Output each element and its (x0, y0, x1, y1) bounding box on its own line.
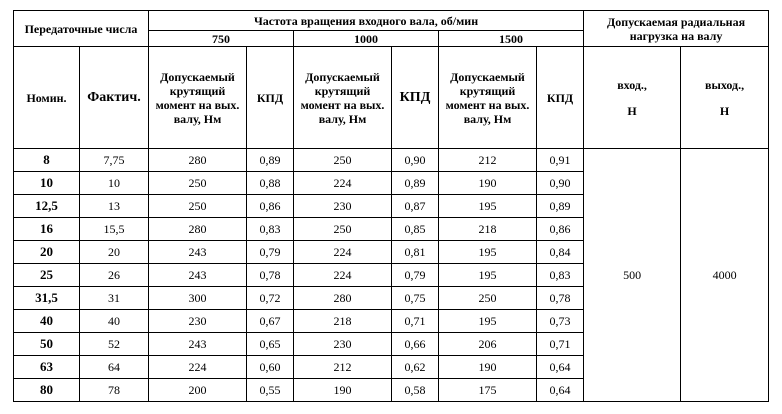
efficiency-1000-cell: 0,66 (392, 333, 439, 356)
header-rpm-750: 750 (149, 31, 294, 47)
torque-1500-cell: 206 (439, 333, 537, 356)
input-load-value: 500 (584, 149, 681, 402)
efficiency-1000-cell: 0,71 (392, 310, 439, 333)
torque-1000-cell: 212 (294, 356, 392, 379)
efficiency-1000-cell: 0,87 (392, 195, 439, 218)
torque-750-cell: 250 (149, 195, 247, 218)
efficiency-1000-cell: 0,62 (392, 356, 439, 379)
torque-1500-cell: 195 (439, 195, 537, 218)
torque-750-cell: 230 (149, 310, 247, 333)
efficiency-750-cell: 0,65 (247, 333, 294, 356)
torque-750-cell: 300 (149, 287, 247, 310)
torque-1000-cell: 250 (294, 149, 392, 172)
efficiency-1500-cell: 0,73 (537, 310, 584, 333)
header-nominal: Номин. (14, 47, 80, 149)
efficiency-1500-cell: 0,90 (537, 172, 584, 195)
header-efficiency-1000: КПД (392, 47, 439, 149)
torque-1000-cell: 190 (294, 379, 392, 402)
torque-750-cell: 224 (149, 356, 247, 379)
actual-ratio-cell: 40 (80, 310, 149, 333)
torque-1000-cell: 280 (294, 287, 392, 310)
torque-750-cell: 243 (149, 264, 247, 287)
torque-750-cell: 250 (149, 172, 247, 195)
header-torque-1000: Допускаемый крутящий момент на вых. валу, Нм (294, 47, 392, 149)
header-speed: Частота вращения входного вала, об/мин (149, 11, 584, 31)
torque-1000-cell: 218 (294, 310, 392, 333)
nominal-ratio-cell: 8 (14, 149, 80, 172)
efficiency-1500-cell: 0,64 (537, 356, 584, 379)
torque-750-cell: 200 (149, 379, 247, 402)
torque-1500-cell: 195 (439, 310, 537, 333)
header-rpm-1500: 1500 (439, 31, 584, 47)
actual-ratio-cell: 26 (80, 264, 149, 287)
efficiency-1500-cell: 0,84 (537, 241, 584, 264)
actual-ratio-cell: 31 (80, 287, 149, 310)
actual-ratio-cell: 20 (80, 241, 149, 264)
nominal-ratio-cell: 25 (14, 264, 80, 287)
header-torque-1500: Допускаемый крутящий момент на вых. валу, Нм (439, 47, 537, 149)
efficiency-1000-cell: 0,90 (392, 149, 439, 172)
efficiency-750-cell: 0,88 (247, 172, 294, 195)
efficiency-1500-cell: 0,78 (537, 287, 584, 310)
torque-1500-cell: 175 (439, 379, 537, 402)
header-output-label: выход., (705, 77, 745, 92)
efficiency-1500-cell: 0,86 (537, 218, 584, 241)
actual-ratio-cell: 78 (80, 379, 149, 402)
torque-750-cell: 280 (149, 218, 247, 241)
actual-ratio-cell: 10 (80, 172, 149, 195)
efficiency-1500-cell: 0,71 (537, 333, 584, 356)
header-torque-750: Допускаемый крутящий момент на вых. валу, Нм (149, 47, 247, 149)
efficiency-750-cell: 0,83 (247, 218, 294, 241)
header-ratios: Передаточные числа (14, 11, 149, 47)
nominal-ratio-cell: 16 (14, 218, 80, 241)
torque-1500-cell: 190 (439, 356, 537, 379)
header-input-unit: Н (627, 103, 637, 118)
torque-1000-cell: 224 (294, 241, 392, 264)
torque-1500-cell: 250 (439, 287, 537, 310)
torque-1000-cell: 230 (294, 195, 392, 218)
torque-1500-cell: 218 (439, 218, 537, 241)
efficiency-750-cell: 0,89 (247, 149, 294, 172)
efficiency-1000-cell: 0,79 (392, 264, 439, 287)
header-input-load (584, 47, 681, 149)
header-efficiency-1500: КПД (537, 47, 584, 149)
table-row (14, 149, 769, 172)
torque-1500-cell: 212 (439, 149, 537, 172)
efficiency-1000-cell: 0,89 (392, 172, 439, 195)
actual-ratio-cell: 64 (80, 356, 149, 379)
efficiency-1000-cell: 0,81 (392, 241, 439, 264)
efficiency-1000-cell: 0,58 (392, 379, 439, 402)
efficiency-1500-cell: 0,83 (537, 264, 584, 287)
actual-ratio-cell: 7,75 (80, 149, 149, 172)
nominal-ratio-cell: 40 (14, 310, 80, 333)
header-output-unit: Н (719, 103, 730, 118)
efficiency-750-cell: 0,67 (247, 310, 294, 333)
torque-1000-cell: 224 (294, 264, 392, 287)
efficiency-750-cell: 0,79 (247, 241, 294, 264)
header-output-load (681, 47, 769, 149)
torque-750-cell: 243 (149, 241, 247, 264)
nominal-ratio-cell: 31,5 (14, 287, 80, 310)
torque-750-cell: 243 (149, 333, 247, 356)
torque-750-cell: 280 (149, 149, 247, 172)
torque-1500-cell: 195 (439, 241, 537, 264)
nominal-ratio-cell: 12,5 (14, 195, 80, 218)
efficiency-750-cell: 0,86 (247, 195, 294, 218)
efficiency-1500-cell: 0,91 (537, 149, 584, 172)
efficiency-750-cell: 0,55 (247, 379, 294, 402)
nominal-ratio-cell: 80 (14, 379, 80, 402)
torque-1000-cell: 224 (294, 172, 392, 195)
header-input-label: вход., (617, 77, 647, 92)
header-radial-load: Допускаемая радиальная нагрузка на валу (584, 11, 769, 47)
efficiency-1500-cell: 0,64 (537, 379, 584, 402)
efficiency-1000-cell: 0,85 (392, 218, 439, 241)
efficiency-750-cell: 0,60 (247, 356, 294, 379)
nominal-ratio-cell: 50 (14, 333, 80, 356)
header-efficiency-750: КПД (247, 47, 294, 149)
torque-1000-cell: 250 (294, 218, 392, 241)
efficiency-1000-cell: 0,75 (392, 287, 439, 310)
header-rpm-1000: 1000 (294, 31, 439, 47)
actual-ratio-cell: 52 (80, 333, 149, 356)
nominal-ratio-cell: 63 (14, 356, 80, 379)
torque-1500-cell: 195 (439, 264, 537, 287)
torque-1500-cell: 190 (439, 172, 537, 195)
actual-ratio-cell: 13 (80, 195, 149, 218)
efficiency-750-cell: 0,72 (247, 287, 294, 310)
efficiency-1500-cell: 0,89 (537, 195, 584, 218)
gearbox-spec-table (13, 10, 769, 402)
nominal-ratio-cell: 20 (14, 241, 80, 264)
header-actual: Фактич. (80, 47, 149, 149)
nominal-ratio-cell: 10 (14, 172, 80, 195)
efficiency-750-cell: 0,78 (247, 264, 294, 287)
actual-ratio-cell: 15,5 (80, 218, 149, 241)
torque-1000-cell: 230 (294, 333, 392, 356)
output-load-value: 4000 (681, 149, 769, 402)
